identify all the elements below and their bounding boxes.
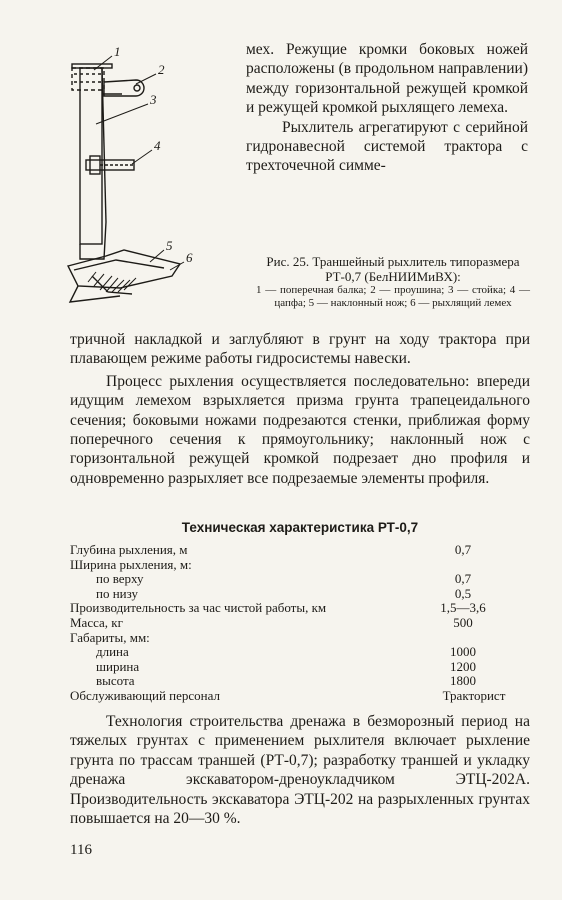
figure-label-6: 6 xyxy=(186,250,193,265)
figure-caption xyxy=(256,254,530,310)
figure-label-3: 3 xyxy=(150,92,157,107)
caption-legend: 1 — поперечная балка; 2 — проушина; 3 — стойка; 4 — цапфа; 5 — наклонный нож; 6 — рыхлящий лемех xyxy=(256,284,530,309)
spec-row xyxy=(70,572,530,587)
spec-row xyxy=(70,689,530,704)
caption-title: Рис. 25. Траншейный рыхлитель типоразмера РТ-0,7 (БелНИИМиВХ): xyxy=(266,254,520,284)
figure-label-2: 2 xyxy=(158,62,165,77)
spec-row xyxy=(70,558,530,573)
spec-value: 0,5 xyxy=(454,585,472,601)
spec-title: Техническая характеристика РТ-0,7 xyxy=(181,520,419,535)
spec-value: 500 xyxy=(453,614,473,630)
body-text-upper xyxy=(70,330,530,488)
spec-label: ширина xyxy=(96,658,140,674)
spec-label: Ширина рыхления, м: xyxy=(70,556,192,572)
spec-label: по низу xyxy=(96,585,138,601)
spec-table xyxy=(70,543,530,704)
body-text-lower xyxy=(70,712,530,828)
spec-value: 1000 xyxy=(450,644,476,660)
spec-value: 1800 xyxy=(450,673,476,689)
spec-value: 0,7 xyxy=(454,542,472,557)
paragraph: Процесс рыхления осуществляется последовательно: впереди идущим лемехом взрыхляется призма грунта трапецеидального сечения; боковыми ножами подрезаются стенки, приближая форму поперечного сечения к прямоугольнику; наклонный нож с горизонтальной режущей кромкой подрезает дно профиля и одновременно разрыхляет все подрезаемые элементы профиля. xyxy=(70,372,530,487)
paragraph: тричной накладкой и заглубляют в грунт на ходу трактора при плавающем режиме работы гидросистемы навески. xyxy=(70,331,530,368)
spec-label: высота xyxy=(96,673,135,689)
spec-row xyxy=(70,660,530,675)
right-column-text xyxy=(246,40,528,176)
page-number: 116 xyxy=(70,842,92,858)
paragraph: Рыхлитель агрегатируют с серийной гидронавесной системой трактора с трехточечной симме- xyxy=(246,118,528,175)
paragraph: Технология строительства дренажа в безморозный период на тяжелых грунтах с применением рыхлителя включает рыхление грунта по трассам траншей (РТ-0,7); разработку траншей и укладку дренажа экскаватором-дреноукладчиком ЭТЦ-202А. Производительность экскаватора ЭТЦ-202 на разрыхленных грунтах повышается на 20—30 %. xyxy=(70,713,530,828)
spec-value: 0,7 xyxy=(454,571,472,587)
spec-row xyxy=(70,601,530,616)
spec-row xyxy=(70,616,530,631)
spec-label: длина xyxy=(96,644,129,660)
spec-value: Тракторист xyxy=(442,687,506,703)
spec-label: Производительность за час чистой работы, км xyxy=(70,600,327,616)
spec-label: Габариты, мм: xyxy=(70,629,150,645)
spec-label: Масса, кг xyxy=(70,614,123,630)
spec-row xyxy=(70,543,530,558)
spec-value: 1,5—3,6 xyxy=(440,600,486,616)
spec-label: по верху xyxy=(96,571,144,587)
figure-label-4: 4 xyxy=(154,138,161,153)
spec-label: Глубина рыхления, м xyxy=(70,542,188,557)
spec-row xyxy=(70,587,530,602)
ripper-figure xyxy=(60,44,240,316)
spec-row xyxy=(70,645,530,660)
ripper-drawing xyxy=(68,56,184,302)
spec-row xyxy=(70,631,530,646)
figure-label-5: 5 xyxy=(166,238,173,253)
figure-label-1: 1 xyxy=(114,44,121,59)
spec-row xyxy=(70,674,530,689)
spec-value: 1200 xyxy=(450,658,476,674)
spec-label: Обслуживающий персонал xyxy=(70,687,220,703)
paragraph: мех. Режущие кромки боковых ножей расположены (в продольном направлении) между горизонтальной режущей кромкой и режущей кромкой рыхлящего лемеха. xyxy=(246,41,528,117)
